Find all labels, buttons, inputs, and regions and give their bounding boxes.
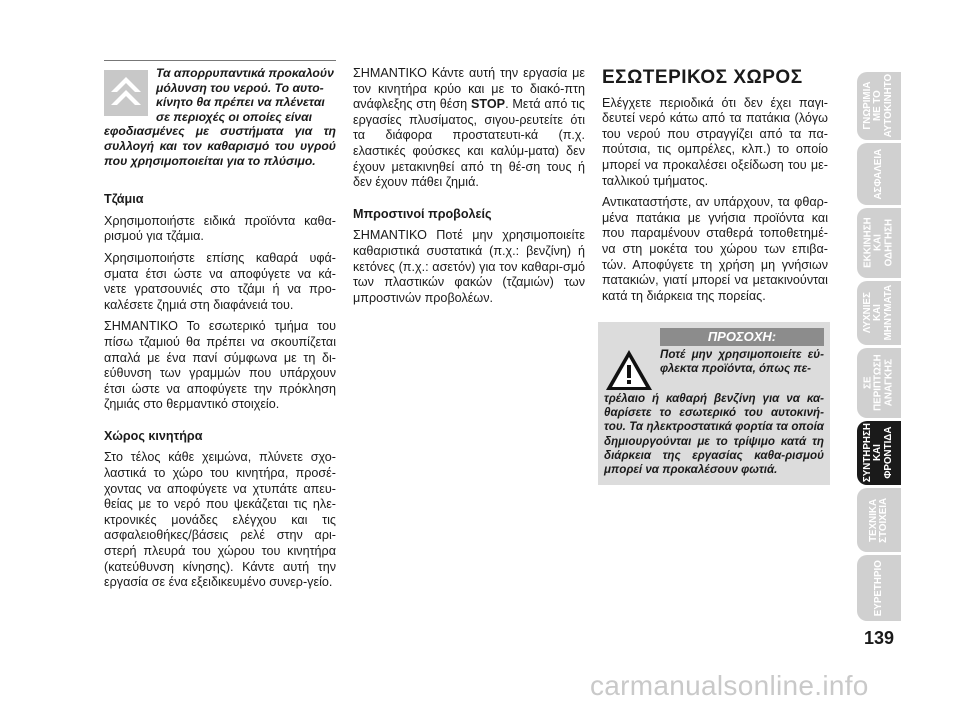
tab-label: ΕΚΚΙΝΗΣΗ ΚΑΙ ΟΔΗΓΗΣΗ xyxy=(862,217,895,269)
warning-heading: ΠΡΟΣΟΧΗ: xyxy=(660,328,824,346)
paragraph: Χρησιμοποιήστε επίσης καθαρά υφά-σματα έτσι ώστε να αποφύγετε να κά-νετε γρατσουνιές στο τζάμι ή να προ-καλέσετε ζημιά στη διαφάνειά του. xyxy=(104,250,336,312)
column-right xyxy=(602,67,828,310)
warning-text: τρέλαιο ή καθαρή βενζίνη για να κα-θαρίσετε το εσωτερικό του αυτοκινή-του. Τα ηλεκτροστατικά φορτία τα οποία δημιουργούνται με το τρίψιμο κατά τη διάρκεια της εργασίας καθα-ρισμού μπορεί να προκαλέσουν φωτιά. xyxy=(604,392,824,477)
eco-line-2: μόλυνση του νερού. Το αυτο- xyxy=(156,80,324,95)
tab-emergency[interactable] xyxy=(857,348,901,418)
recycle-arrow-icon xyxy=(104,70,148,116)
stop-keyword: STOP xyxy=(471,97,506,112)
page-number: 139 xyxy=(863,628,895,648)
tab-label: ΣΥΝΤΗΡΗΣΗ ΚΑΙ ΦΡΟΝΤΙΔΑ xyxy=(862,423,895,483)
top-rule xyxy=(104,60,336,61)
column-left xyxy=(104,66,336,597)
tab-label: ΤΕΧΝΙΚΑ ΣΤΟΙΧΕΙΑ xyxy=(867,497,889,543)
warning-box xyxy=(598,322,830,485)
watermark: carmanualsonline.info xyxy=(590,670,869,701)
warning-triangle-icon xyxy=(604,348,654,392)
tab-label: ΣΕ ΠΕΡΙΠΤΩΣΗ ΑΝΑΓΚΗΣ xyxy=(862,354,895,412)
eco-line-4: σε περιοχές οι οποίες είναι xyxy=(156,109,313,124)
tab-index[interactable] xyxy=(857,555,901,621)
tab-starting-driving[interactable] xyxy=(857,208,901,278)
tab-label: ΕΥΡΕΤΗΡΙΟ xyxy=(872,559,884,617)
paragraph: ΣΗΜΑΝΤΙΚΟ Το εσωτερικό τμήμα του πίσω τζαμιού θα πρέπει να σκουπίζεται απαλά με ένα πανί σύμφωνα με τη δι-εύθυνση των γραμμών που υπάρχουν έτσι ώστε να αποφύγετε την πρόκληση ζημιάς στο θερμαντικό στοιχείο. xyxy=(104,319,336,412)
tab-maintenance-care[interactable] xyxy=(857,421,901,485)
eco-line-1: Τα απορρυπαντικά προκαλούν xyxy=(156,66,334,80)
paragraph: ΣΗΜΑΝΤΙΚΟ Ποτέ μην χρησιμοποιείτε καθαριστικά συστατικά (π.χ.: βενζίνη) ή κετόνες (π.χ.: ασετόν) για τον καθαρι-σμό των πλαστικών φακών (τζαμιών) των μπροστινών προβολέων. xyxy=(353,228,585,305)
heading-engine-bay: Χώρος κινητήρα xyxy=(104,428,203,443)
column-middle xyxy=(353,66,585,312)
paragraph: Αντικαταστήστε, αν υπάρχουν, τα φθαρ-μένα πατάκια με γνήσια προϊόντα και που παραμένουν σταθερά τοποθετημέ-να στη μοκέτα του χώρου των επιβα-τών. Αποφύγετε τη χρήση μη γνήσιων πατακιών, γιατί μπορεί να μετακινούνται κατά τη διάρκεια της πορείας. xyxy=(602,195,828,303)
tab-getting-to-know[interactable] xyxy=(857,72,901,140)
paragraph: Ελέγχετε περιοδικά ότι δεν έχει παγι-δευτεί νερό κάτω από τα πατάκια (λόγω του νερού που στραγγίζει από τα πα-πούτσια, τις ομπρέλες, κλπ.) το οποίο μπορεί να προκαλέσει οξείδωση του με-ταλλικού τμήματος. xyxy=(602,95,828,188)
heading-headlights: Μπροστινοί προβολείς xyxy=(353,206,492,221)
text: ΣΗΜΑΝΤΙΚΟ Κάντε αυτή την εργασία με τον κινητήρα κρύο και με το διακό-πτη ανάφλεξης στη θέση xyxy=(353,66,585,112)
tab-technical-data[interactable] xyxy=(857,488,901,552)
eco-note-rest: εφοδιασμένες με συστήματα για τη συλλογή και τον καθαρισμό του υγρού που χρησιμοποιείται για το πλύσιμο. xyxy=(104,124,336,168)
paragraph: Στο τέλος κάθε χειμώνα, πλύνετε σχο-λαστικά το χώρο του κινητήρα, προσέ-χοντας να αποφύγετε να χτυπάτε απευ-θείας με το νερό που ψεκάζεται τις ηλε-κτρονικές μονάδες ελέγχου και τις ασφαλειοθήκες/βάσεις ρελέ στην αρι-στερή πλευρά του χώρου του κινητήρα (κατεύθυνση κίνησης). Κάντε αυτή την εργασία σε ένα εξειδικευμένο συνερ-γείο. xyxy=(104,450,336,590)
eco-note xyxy=(104,66,336,124)
tab-lights-messages[interactable] xyxy=(857,281,901,345)
warning-text-indented: Ποτέ μην χρησιμοποιείτε εύ-φλεκτα προϊόντα, όπως πε- xyxy=(660,348,824,376)
heading-windows: Τζάμια xyxy=(104,192,144,207)
tab-label: ΛΥΧΝΙΕΣ ΚΑΙ ΜΗΝΥΜΑΤΑ xyxy=(862,285,895,341)
tab-label: ΓΝΩΡΙΜΙΑ ΜΕ ΤΟ ΑΥΤΟΚΙΝΗΤΟ xyxy=(862,74,895,138)
paragraph: Χρησιμοποιήστε ειδικά προϊόντα καθα-ρισμού για τζάμια. xyxy=(104,213,336,244)
paragraph-important xyxy=(353,66,585,191)
section-title: ΕΣΩΤΕΡΙΚΟΣ ΧΩΡΟΣ xyxy=(602,67,803,88)
text: . Μετά από τις εργασίες πλυσίματος, σιγου-ρευτείτε ότι τα διάφορα προστατευτι-κά (π.χ. ελαστικές φούσκες και καλύμ-ματα) δεν έχουν μετακινηθεί από τη θέ-ση τους ή δεν έχουν πάθει ζημιά. xyxy=(353,97,585,190)
tab-label: ΑΣΦΑΛΕΙΑ xyxy=(872,148,884,200)
tab-safety[interactable] xyxy=(857,143,901,205)
eco-line-3: κίνητο θα πρέπει να πλένεται xyxy=(156,95,325,110)
